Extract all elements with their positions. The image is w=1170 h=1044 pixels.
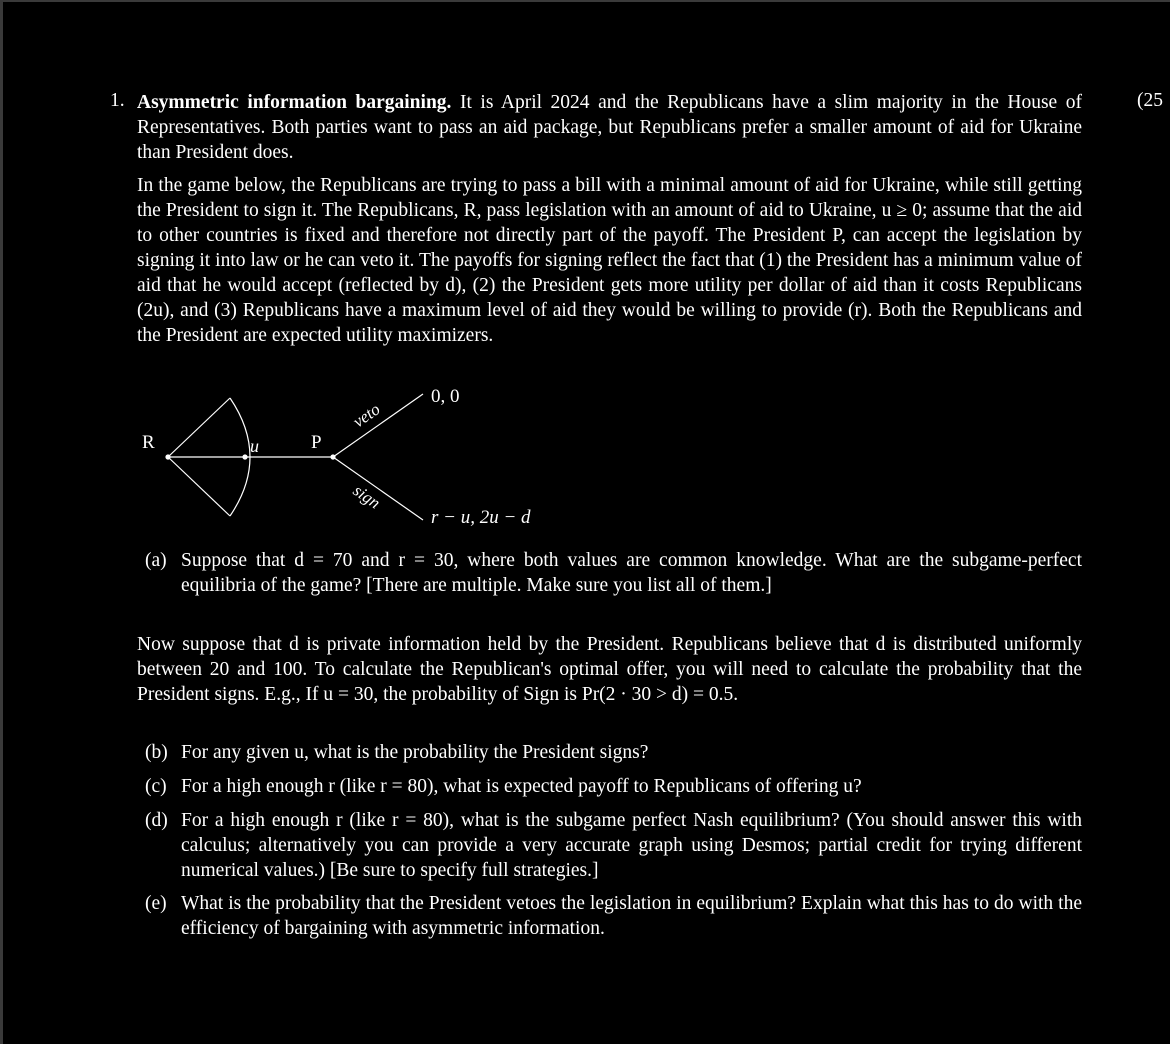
question-label: (a) bbox=[145, 550, 167, 571]
problem-setup: In the game below, the Republicans are trying to pass a bill with a minimal amount of aid for Ukraine, while still getting the President to sign it. The Republicans, R, pass legislation with an amount of aid to Ukraine, u ≥ 0; assume that the aid to other countries is fixed and therefore not directly part of the payoff. The President P, can accept the legislation by signing it into law or he can veto it. The payoffs for signing reflect the fact that (1) the President has a minimum value of aid that he would accept (reflected by d), (2) the President gets more utility per dollar of aid than it costs Republicans (2u), and (3) Republicans have a maximum level of aid they would be willing to provide (r). Both the Republicans and the President are expected utility maximizers. bbox=[137, 175, 1082, 346]
question-a bbox=[145, 548, 1082, 598]
problem-points: (25 bbox=[1137, 90, 1163, 111]
problem-number: 1. bbox=[110, 90, 125, 111]
veto-label: veto bbox=[349, 399, 384, 432]
problem-intro-text: It is April 2024 and the Republicans have a slim majority in the House of Representatives. Both parties want to pass an aid package, but Republicans prefer a smaller amount of aid for Ukraine than President does. bbox=[137, 92, 1082, 163]
question-label: (c) bbox=[145, 776, 167, 797]
payoff-veto: 0, 0 bbox=[431, 386, 460, 407]
action-u-label: u bbox=[250, 436, 259, 456]
private-info-paragraph: Now suppose that d is private information held by the President. Republicans believe that d is distributed uniformly between 20 and 100. To calculate the Republican's optimal offer, you will need to calculate the probability that the President signs. E.g., If u = 30, the probability of Sign is Pr(2 · 30 > d) = 0.5. bbox=[137, 634, 1082, 705]
question-label: (d) bbox=[145, 810, 168, 831]
question-text: For a high enough r (like r = 80), what is expected payoff to Republicans of offering u? bbox=[181, 776, 862, 797]
node-p-dot bbox=[330, 454, 335, 459]
window-top-edge bbox=[0, 0, 1170, 2]
payoff-sign: r − u, 2u − d bbox=[431, 507, 531, 528]
question-b bbox=[145, 740, 1082, 765]
question-label: (e) bbox=[145, 893, 167, 914]
question-d bbox=[145, 808, 1082, 883]
question-text: What is the probability that the President vetoes the legislation in equilibrium? Explain what this has to do with the efficiency of bargaining with asymmetric information. bbox=[181, 893, 1082, 939]
question-c bbox=[145, 774, 1082, 799]
sign-branch bbox=[333, 457, 423, 520]
sign-label: sign bbox=[349, 480, 384, 513]
fan-lower-edge bbox=[168, 457, 230, 516]
game-tree bbox=[130, 380, 590, 530]
node-r-label: R bbox=[142, 432, 155, 453]
veto-branch bbox=[333, 394, 423, 457]
problem-intro bbox=[137, 90, 1082, 165]
window-left-edge bbox=[0, 0, 3, 1044]
problem-title: Asymmetric information bargaining. bbox=[137, 92, 452, 113]
node-u-dot bbox=[242, 454, 247, 459]
question-text: Suppose that d = 70 and r = 30, where both values are common knowledge. What are the subgame-perfect equilibria of the game? [There are multiple. Make sure you list all of them.] bbox=[181, 550, 1082, 596]
fan-upper-edge bbox=[168, 398, 230, 457]
node-r-dot bbox=[165, 454, 170, 459]
node-p-label: P bbox=[311, 432, 322, 453]
question-text: For a high enough r (like r = 80), what is the subgame perfect Nash equilibrium? (You should answer this with calculus; alternatively you can provide a very accurate graph using Desmos; partial credit for trying different numerical values.) [Be sure to specify full strategies.] bbox=[181, 810, 1082, 881]
question-e bbox=[145, 891, 1082, 941]
question-label: (b) bbox=[145, 742, 168, 763]
question-text: For any given u, what is the probability the President signs? bbox=[181, 742, 649, 763]
